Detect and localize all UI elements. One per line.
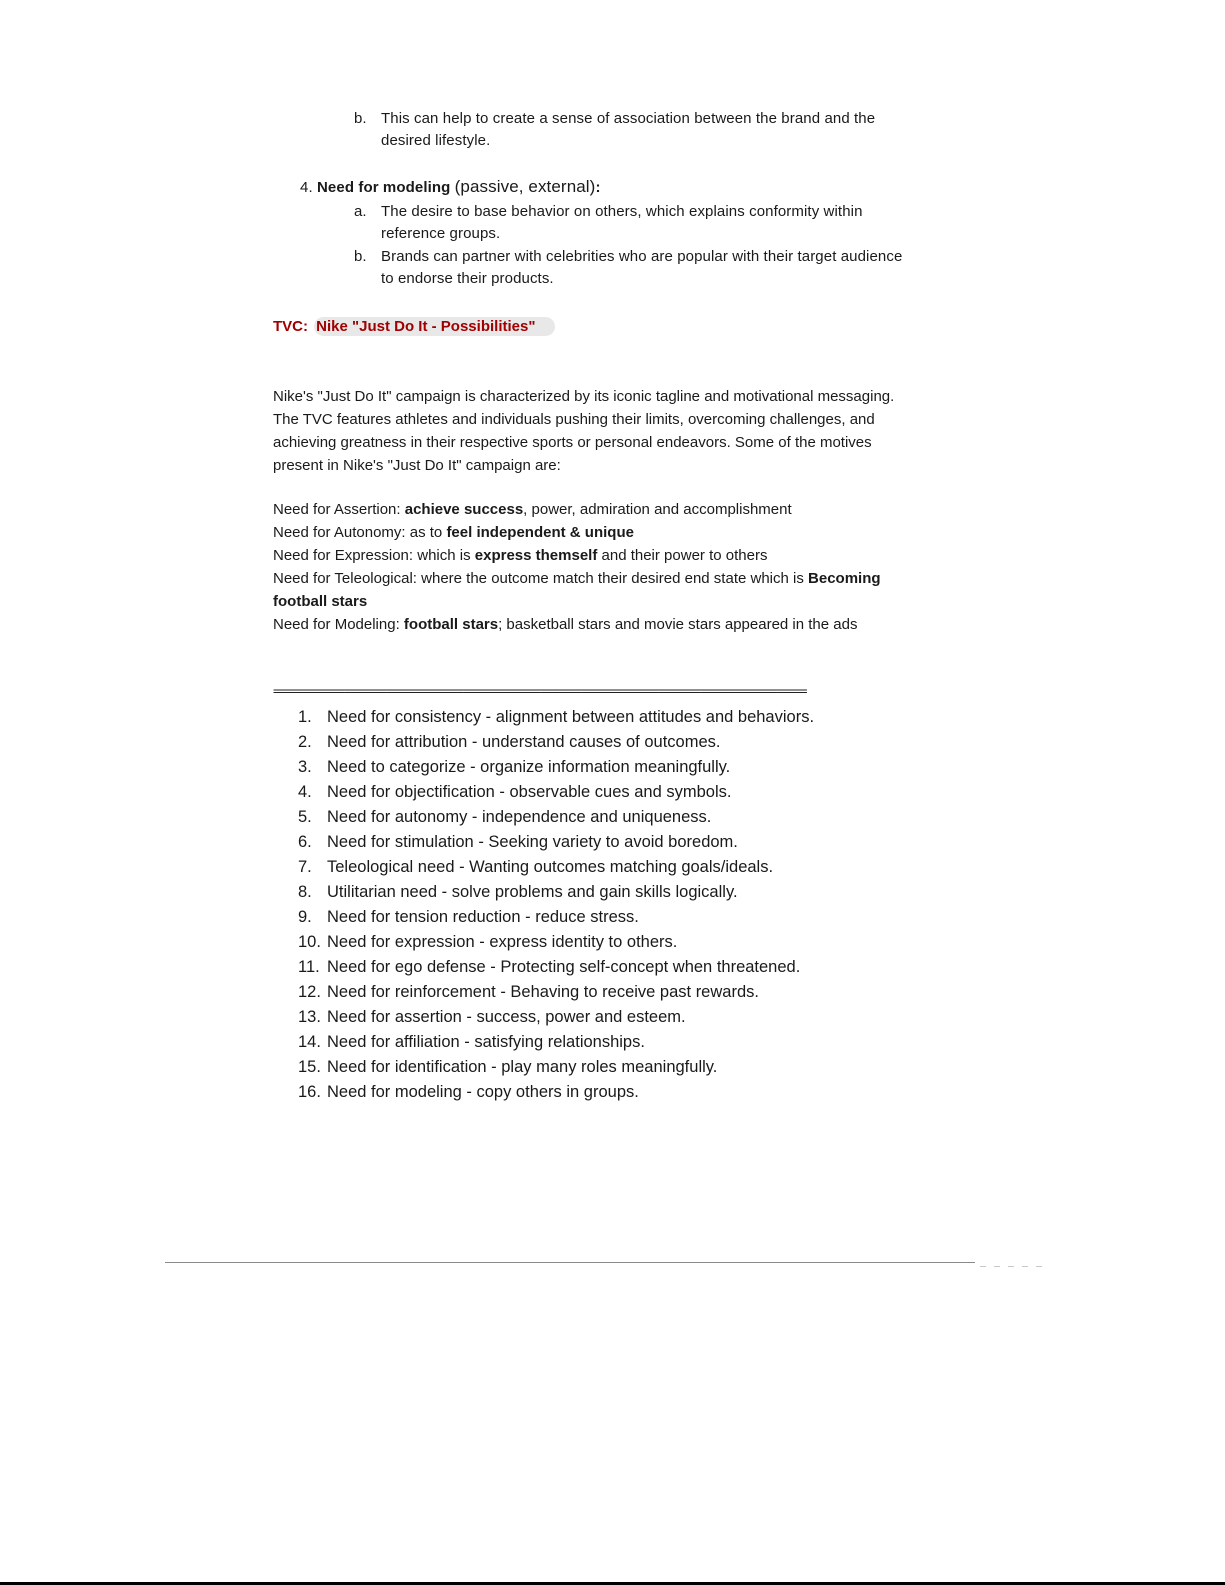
list-text: Need for stimulation - Seeking variety to avoid boredom. bbox=[327, 833, 738, 851]
list-label: b. bbox=[354, 248, 367, 265]
need-modeling-heading bbox=[300, 177, 601, 198]
list-text: Need for ego defense - Protecting self-concept when threatened. bbox=[327, 958, 801, 976]
list-number: 16. bbox=[298, 1083, 321, 1101]
list-number: 10. bbox=[298, 933, 321, 951]
list-number: 12. bbox=[298, 983, 321, 1001]
needs-list-item bbox=[298, 881, 738, 903]
needs-list-item bbox=[298, 931, 677, 953]
list-number: 4. bbox=[298, 783, 312, 801]
list-text: Utilitarian need - solve problems and gain skills logically. bbox=[327, 883, 738, 901]
needs-list-item bbox=[298, 956, 800, 978]
list-text: Need for assertion - success, power and esteem. bbox=[327, 1008, 686, 1026]
needs-list-item bbox=[298, 1081, 639, 1103]
list-number: 7. bbox=[298, 858, 312, 876]
list-number: 1. bbox=[298, 708, 312, 726]
needs-list-item bbox=[298, 781, 731, 803]
tvc-heading bbox=[273, 317, 555, 339]
list-number: 15. bbox=[298, 1058, 321, 1076]
body-text: This can help to create a sense of association between the brand and the bbox=[381, 110, 876, 127]
body-text: desired lifestyle. bbox=[381, 132, 491, 149]
list-number: 14. bbox=[298, 1033, 321, 1051]
list-text: Need for expression - express identity to others. bbox=[327, 933, 678, 951]
list-text: Need for modeling - copy others in groups. bbox=[327, 1083, 639, 1101]
separator-line: ========================================================================================== bbox=[273, 684, 807, 698]
list-number: 6. bbox=[298, 833, 312, 851]
tvc-title: Nike "Just Do It - Possibilities" bbox=[314, 317, 555, 336]
intro-line: Nike's "Just Do It" campaign is characterized by its iconic tagline and motivational messaging. bbox=[273, 388, 895, 405]
motive-modeling: Need for Modeling: football stars; basketball stars and movie stars appeared in the ads bbox=[273, 616, 858, 633]
heading-colon: : bbox=[595, 179, 601, 196]
needs-list-item bbox=[298, 806, 711, 828]
list-number: 5. bbox=[298, 808, 312, 826]
motives-list bbox=[273, 498, 953, 636]
list-number: 3. bbox=[298, 758, 312, 776]
body-text: Brands can partner with celebrities who are popular with their target audience bbox=[381, 248, 903, 265]
list-text: Need for consistency - alignment between attitudes and behaviors. bbox=[327, 708, 815, 726]
heading-number: 4. bbox=[300, 179, 313, 196]
needs-list-item bbox=[298, 856, 773, 878]
motive-teleological: Need for Teleological: where the outcome match their desired end state which is Becoming bbox=[273, 570, 881, 587]
list-text: Need for autonomy - independence and uniqueness. bbox=[327, 808, 712, 826]
intro-line: The TVC features athletes and individuals pushing their limits, overcoming challenges, and bbox=[273, 411, 875, 428]
motive-teleological-cont: football stars bbox=[273, 593, 368, 610]
list-text: Need for objectification - observable cues and symbols. bbox=[327, 783, 732, 801]
body-text: to endorse their products. bbox=[381, 270, 554, 287]
list-number: 11. bbox=[298, 958, 320, 976]
needs-list-item bbox=[298, 906, 639, 928]
footer-decoration bbox=[980, 1258, 1065, 1264]
list-text: Need for affiliation - satisfying relationships. bbox=[327, 1033, 645, 1051]
list-text: Need to categorize - organize information meaningfully. bbox=[327, 758, 731, 776]
motive-autonomy: Need for Autonomy: as to feel independent & unique bbox=[273, 524, 634, 541]
heading-title: Need for modeling bbox=[317, 179, 451, 196]
needs-list-item bbox=[298, 831, 738, 853]
list-text: Need for attribution - understand causes of outcomes. bbox=[327, 733, 721, 751]
tvc-prefix: TVC: bbox=[273, 318, 308, 335]
list-text: Need for identification - play many roles meaningfully. bbox=[327, 1058, 718, 1076]
list-number: 2. bbox=[298, 733, 312, 751]
intro-line: present in Nike's "Just Do It" campaign are: bbox=[273, 457, 561, 474]
body-text: The desire to base behavior on others, which explains conformity within bbox=[381, 203, 863, 220]
body-text: reference groups. bbox=[381, 225, 501, 242]
needs-list-item bbox=[298, 1031, 645, 1053]
list-number: 9. bbox=[298, 908, 312, 926]
needs-list-item bbox=[298, 756, 730, 778]
footer-rule bbox=[165, 1262, 975, 1263]
intro-paragraph bbox=[273, 385, 953, 477]
motive-assertion: Need for Assertion: achieve success, power, admiration and accomplishment bbox=[273, 501, 792, 518]
heading-paren: (passive, external) bbox=[454, 177, 596, 196]
needs-list-item bbox=[298, 706, 814, 728]
motive-expression: Need for Expression: which is express themself and their power to others bbox=[273, 547, 768, 564]
needs-list-item bbox=[298, 1056, 717, 1078]
list-text: Teleological need - Wanting outcomes matching goals/ideals. bbox=[327, 858, 774, 876]
list-number: 13. bbox=[298, 1008, 321, 1026]
needs-list-item bbox=[298, 981, 759, 1003]
needs-list-item bbox=[298, 731, 720, 753]
list-text: Need for tension reduction - reduce stress. bbox=[327, 908, 639, 926]
list-label: b. bbox=[354, 110, 367, 127]
needs-list-item bbox=[298, 1006, 686, 1028]
list-text: Need for reinforcement - Behaving to receive past rewards. bbox=[327, 983, 759, 1001]
list-label: a. bbox=[354, 203, 367, 220]
intro-line: achieving greatness in their respective sports or personal endeavors. Some of the motives bbox=[273, 434, 872, 451]
list-number: 8. bbox=[298, 883, 312, 901]
